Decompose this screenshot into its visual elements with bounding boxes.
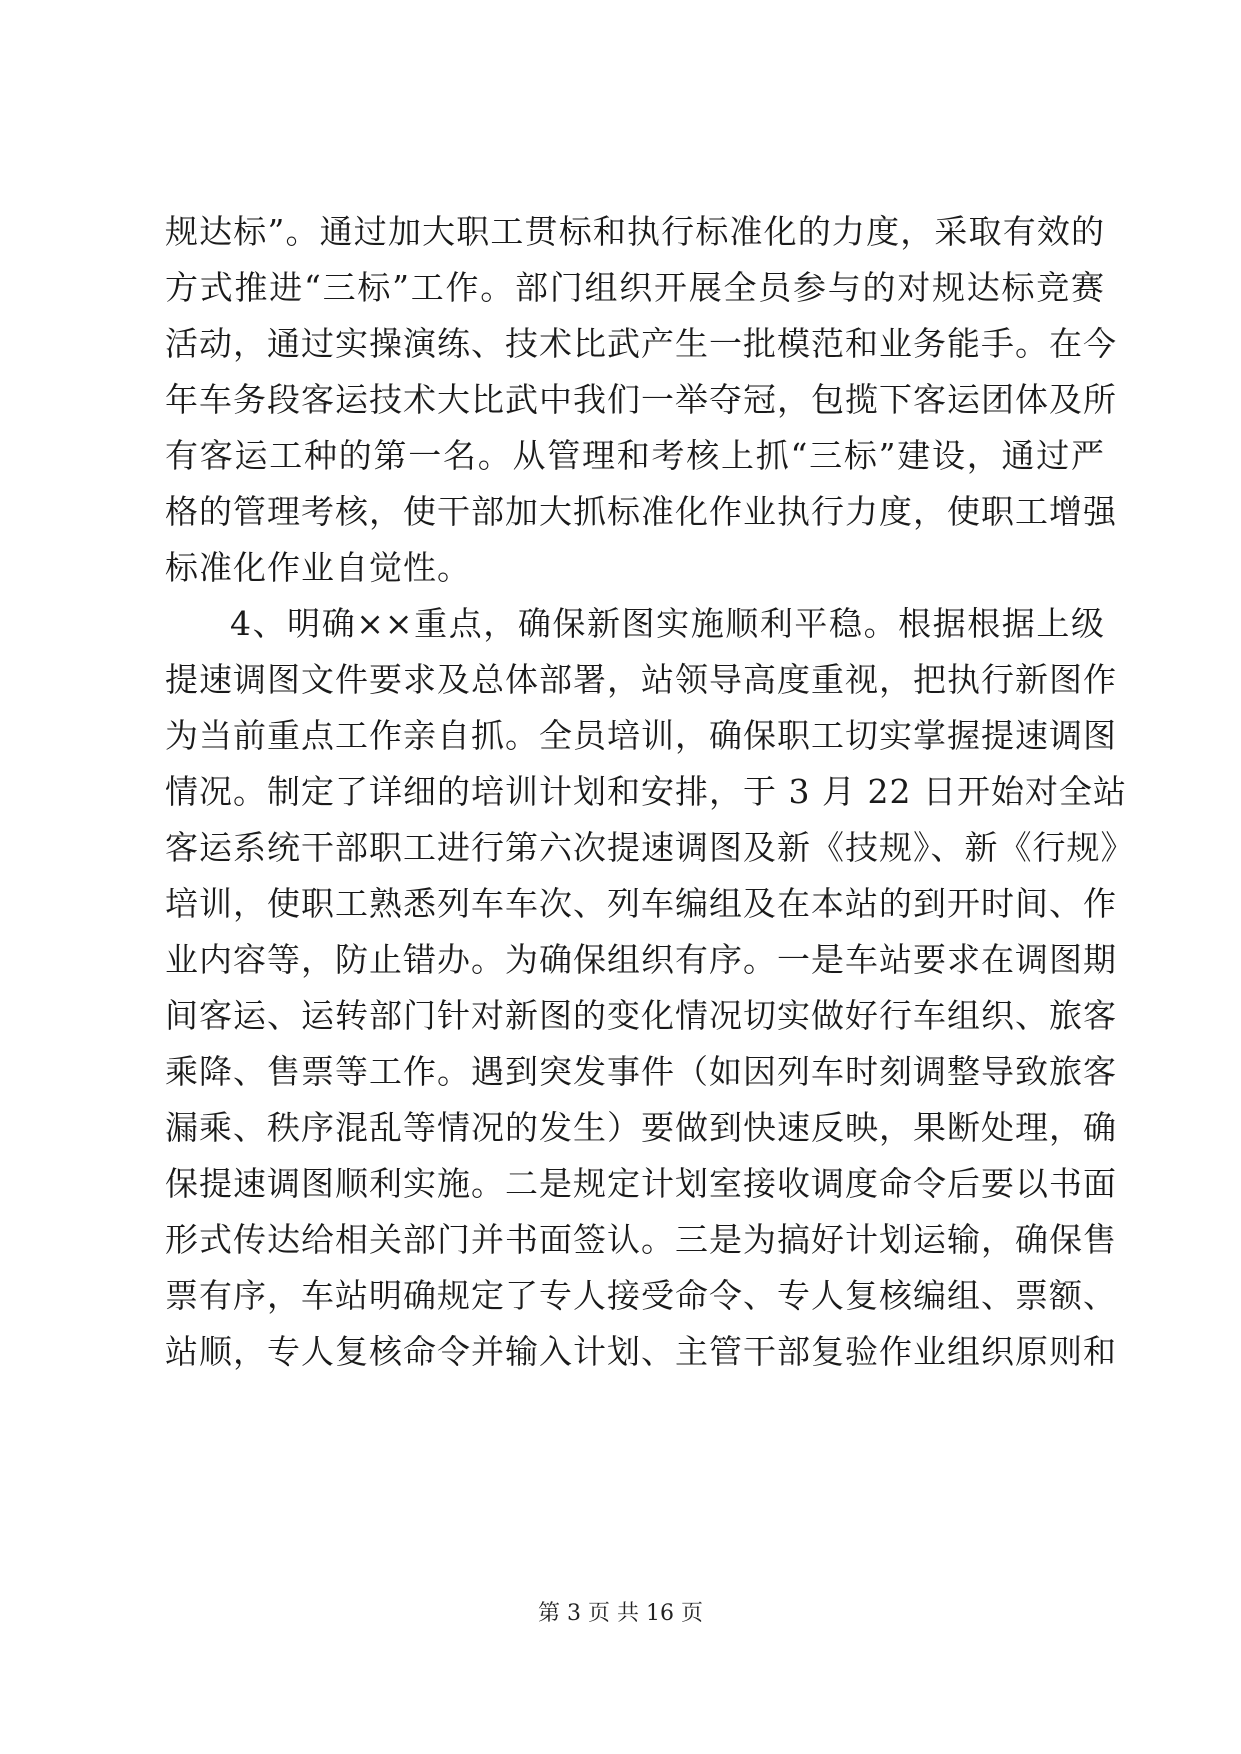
body-line-17: 漏乘、秩序混乱等情况的发生）要做到快速反映，果断处理，确 xyxy=(165,1108,1117,1147)
body-line-19: 形式传达给相关部门并书面签认。三是为搞好计划运输，确保售 xyxy=(165,1220,1117,1259)
paragraph-4-first-line: 4、明确××重点，确保新图实施顺利平稳。根据根据上级 xyxy=(230,604,1105,643)
body-line-14: 业内容等，防止错办。为确保组织有序。一是车站要求在调图期 xyxy=(165,940,1117,979)
body-line-16: 乘降、售票等工作。遇到突发事件（如因列车时刻调整导致旅客 xyxy=(165,1052,1117,1091)
body-line-11: 情况。制定了详细的培训计划和安排，于 3 月 22 日开始对全站 xyxy=(165,772,1127,811)
body-line-15: 间客运、运转部门针对新图的变化情况切实做好行车组织、旅客 xyxy=(165,996,1117,1035)
body-line-10: 为当前重点工作亲自抓。全员培训，确保职工切实掌握提速调图 xyxy=(165,716,1117,755)
body-line-7: 标准化作业自觉性。 xyxy=(165,548,471,587)
body-line-6: 格的管理考核，使干部加大抓标准化作业执行力度，使职工增强 xyxy=(165,492,1117,531)
body-line-13: 培训，使职工熟悉列车车次、列车编组及在本站的到开时间、作 xyxy=(165,884,1117,923)
body-line-4: 年车务段客运技术大比武中我们一举夺冠，包揽下客运团体及所 xyxy=(165,380,1117,419)
body-line-1: 规达标”。通过加大职工贯标和执行标准化的力度，采取有效的 xyxy=(165,212,1105,251)
body-line-2: 方式推进“三标”工作。部门组织开展全员参与的对规达标竞赛 xyxy=(165,268,1105,307)
body-line-18: 保提速调图顺利实施。二是规定计划室接收调度命令后要以书面 xyxy=(165,1164,1117,1203)
body-line-12: 客运系统干部职工进行第六次提速调图及新《技规》、新《行规》 xyxy=(165,828,1135,867)
body-line-5: 有客运工种的第一名。从管理和考核上抓“三标”建设，通过严 xyxy=(165,436,1105,475)
body-line-20: 票有序，车站明确规定了专人接受命令、专人复核编组、票额、 xyxy=(165,1276,1117,1315)
body-line-3: 活动，通过实操演练、技术比武产生一批模范和业务能手。在今 xyxy=(165,324,1117,363)
page-number-footer: 第 3 页 共 16 页 xyxy=(538,1601,703,1626)
body-line-21: 站顺，专人复核命令并输入计划、主管干部复验作业组织原则和 xyxy=(165,1332,1117,1371)
body-line-9: 提速调图文件要求及总体部署，站领导高度重视，把执行新图作 xyxy=(165,660,1117,699)
